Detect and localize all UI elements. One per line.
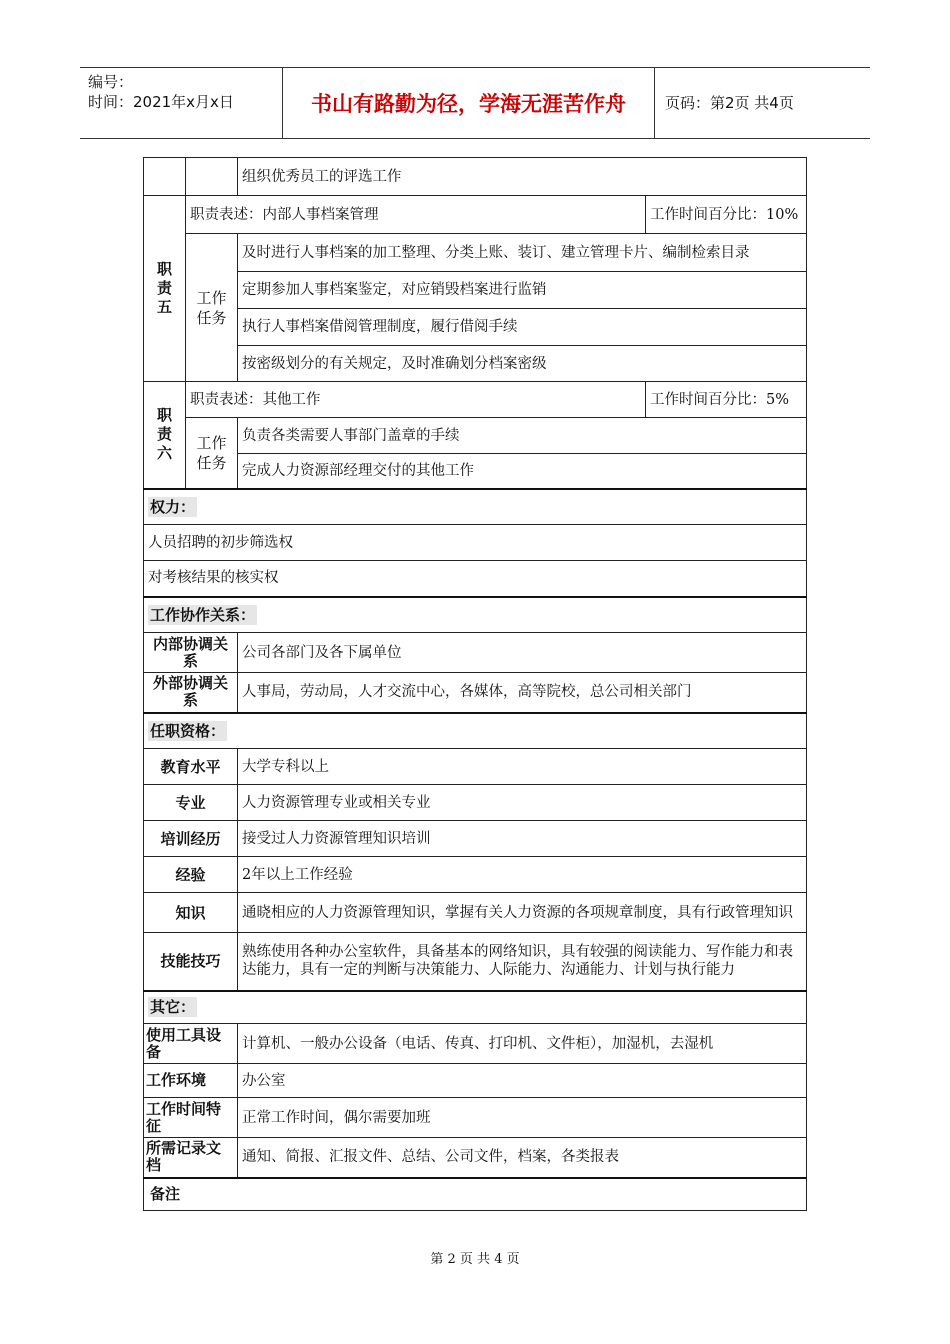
others-title: 其它： (144, 991, 807, 1024)
other-value: 计算机、一般办公设备（电话、传真、打印机、文件柜），加湿机，去湿机 (238, 1024, 807, 1064)
task-text: 定期参加人事档案鉴定，对应销毁档案进行监销 (238, 272, 807, 309)
qualification-label: 教育水平 (144, 749, 238, 785)
qualification-value: 通晓相应的人力资源管理知识，掌握有关人力资源的各项规章制度，具有行政管理知识 (238, 893, 807, 933)
page-info: 页码：第2页 共4页 (665, 94, 794, 112)
power-item: 人员招聘的初步筛选权 (144, 525, 807, 561)
duty5-percentage: 工作时间百分比：10% (646, 196, 807, 234)
duty5-label: 职 责 五 (144, 196, 186, 382)
other-label: 使用工具设备 (144, 1024, 238, 1064)
section-header-row (144, 489, 807, 525)
internal-relation-label: 内部协调关系 (144, 633, 238, 673)
time-label: 时间：2021年x月x日 (88, 93, 234, 111)
table-row (144, 1098, 807, 1138)
table-row (144, 346, 807, 382)
header-motto: 书山有路勤为径，学海无涯苦作舟 (311, 92, 626, 116)
task-text: 负责各类需要人事部门盖章的手续 (238, 418, 807, 454)
table-row (144, 673, 807, 713)
job-description-table (143, 157, 806, 1211)
table-row (144, 893, 807, 933)
relations-title: 工作协作关系： (144, 597, 807, 633)
table-row (144, 272, 807, 309)
table-row (144, 418, 807, 454)
external-relation-label: 外部协调关系 (144, 673, 238, 713)
table-row (144, 234, 807, 272)
table-row (144, 309, 807, 346)
task-text: 组织优秀员工的评选工作 (238, 158, 807, 196)
table-row (144, 821, 807, 857)
task-text: 完成人力资源部经理交付的其他工作 (238, 454, 807, 489)
table-row (144, 633, 807, 673)
qualification-label: 培训经历 (144, 821, 238, 857)
duty5-desc: 职责表述：内部人事档案管理 (186, 196, 646, 234)
table-row (144, 158, 807, 196)
table-row (144, 196, 807, 234)
external-relation-value: 人事局，劳动局，人才交流中心，各媒体，高等院校，总公司相关部门 (238, 673, 807, 713)
task-text: 及时进行人事档案的加工整理、分类上账、装订、建立管理卡片、编制检索目录 (238, 234, 807, 272)
table-row (144, 1138, 807, 1178)
other-label: 所需记录文档 (144, 1138, 238, 1178)
section-header-row (144, 713, 807, 749)
empty-cell (186, 158, 238, 196)
notes-title: 备注 (144, 1178, 807, 1211)
header-meta (88, 72, 234, 112)
table-row (144, 857, 807, 893)
table-row (144, 382, 807, 418)
qualification-value: 大学专科以上 (238, 749, 807, 785)
qualification-value: 2年以上工作经验 (238, 857, 807, 893)
other-value: 通知、简报、汇报文件、总结、公司文件，档案，各类报表 (238, 1138, 807, 1178)
table-row (144, 749, 807, 785)
table-row (144, 1064, 807, 1098)
empty-cell (144, 158, 186, 196)
table-row (144, 1024, 807, 1064)
table-row (144, 933, 807, 991)
qualification-label: 技能技巧 (144, 933, 238, 991)
internal-relation-value: 公司各部门及各下属单位 (238, 633, 807, 673)
other-value: 办公室 (238, 1064, 807, 1098)
duty6-percentage: 工作时间百分比：5% (646, 382, 807, 418)
duty5-task-label: 工作 任务 (186, 234, 238, 382)
qualification-value: 熟练使用各种办公室软件，具备基本的网络知识，具有较强的阅读能力、写作能力和表达能力，具有一定的判断与决策能力、人际能力、沟通能力、计划与执行能力 (238, 933, 807, 991)
section-header-row (144, 1178, 807, 1211)
table-row (144, 785, 807, 821)
number-label: 编号： (88, 73, 134, 91)
duty6-label: 职 责 六 (144, 382, 186, 489)
powers-title: 权力： (144, 489, 807, 525)
other-label: 工作环境 (144, 1064, 238, 1098)
list-item (144, 525, 807, 561)
page-footer: 第 2 页 共 4 页 (430, 1252, 520, 1267)
table-row (144, 454, 807, 489)
qualifications-title: 任职资格： (144, 713, 807, 749)
duty6-desc: 职责表述：其他工作 (186, 382, 646, 418)
qualification-label: 专业 (144, 785, 238, 821)
list-item (144, 561, 807, 597)
task-text: 按密级划分的有关规定，及时准确划分档案密级 (238, 346, 807, 382)
qualification-label: 经验 (144, 857, 238, 893)
other-label: 工作时间特征 (144, 1098, 238, 1138)
qualification-label: 知识 (144, 893, 238, 933)
task-text: 执行人事档案借阅管理制度，履行借阅手续 (238, 309, 807, 346)
qualification-value: 人力资源管理专业或相关专业 (238, 785, 807, 821)
section-header-row (144, 991, 807, 1024)
qualification-value: 接受过人力资源管理知识培训 (238, 821, 807, 857)
page-header (80, 67, 870, 139)
header-divider (654, 68, 655, 138)
duty6-task-label: 工作 任务 (186, 418, 238, 489)
power-item: 对考核结果的核实权 (144, 561, 807, 597)
section-header-row (144, 597, 807, 633)
other-value: 正常工作时间，偶尔需要加班 (238, 1098, 807, 1138)
